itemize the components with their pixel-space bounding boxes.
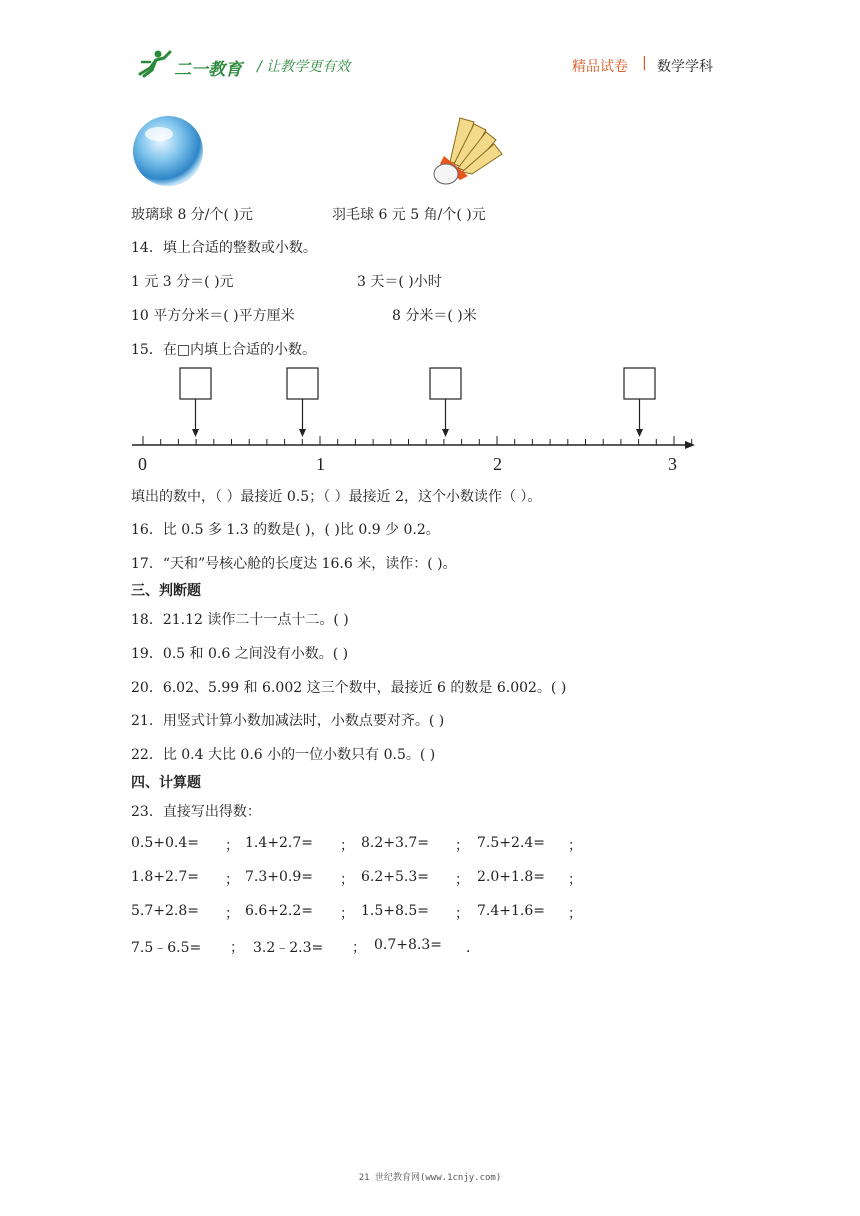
calc-sep: ； xyxy=(568,838,582,854)
runner-logo-icon xyxy=(136,48,178,78)
q14-item-b: 3 天＝( )小时 xyxy=(357,274,442,290)
q15-title: 15．在□内填上合适的小数。 xyxy=(131,342,317,358)
q14-title: 14．填上合适的整数或小数。 xyxy=(131,240,317,256)
q13-glass-label: 玻璃球 8 分/个( )元 xyxy=(131,207,253,223)
q14-item-d: 8 分米＝( )米 xyxy=(392,308,477,324)
answer-box-3 xyxy=(430,368,461,399)
calc-sep: ； xyxy=(230,940,244,956)
tick-label-1: 1 xyxy=(316,454,325,474)
calc-sep: ； xyxy=(455,872,469,888)
q13-shuttle-label: 羽毛球 6 元 5 角/个( )元 xyxy=(332,207,486,223)
calc-item: 0.5+0.4= xyxy=(131,835,199,851)
calc-sep: ； xyxy=(568,872,582,888)
header-label-exam: 精品试卷 xyxy=(572,59,628,75)
q17: 17．“天和”号核心舱的长度达 16.6 米，读作：( )。 xyxy=(131,556,457,572)
calc-sep: ； xyxy=(340,872,354,888)
calc-item: 8.2+3.7= xyxy=(361,835,429,851)
logo-text: 二一教育 xyxy=(174,60,242,80)
header-label-subject: 数学学科 xyxy=(657,59,713,75)
header-separator: | xyxy=(642,55,647,71)
q14-item-c: 10 平方分米＝( )平方厘米 xyxy=(131,308,295,324)
tick-label-2: 2 xyxy=(493,454,502,474)
header xyxy=(0,0,860,90)
section-4-title: 四、计算题 xyxy=(131,775,201,791)
calc-sep: ； xyxy=(352,940,366,956)
calc-sep: ； xyxy=(568,906,582,922)
answer-box-4 xyxy=(624,368,655,399)
number-line-diagram xyxy=(125,362,705,477)
calc-item: 1.5+8.5= xyxy=(361,903,429,919)
q21: 21．用竖式计算小数加减法时，小数点要对齐。( ) xyxy=(131,713,445,729)
q22: 22．比 0.4 大比 0.6 小的一位小数只有 0.5。( ) xyxy=(131,747,436,763)
answer-box-1 xyxy=(180,368,211,399)
section-3-title: 三、判断题 xyxy=(131,583,201,599)
calc-item: 2.0+1.8= xyxy=(477,869,545,885)
q16: 16．比 0.5 多 1.3 的数是( )，( )比 0.9 少 0.2。 xyxy=(131,522,440,538)
shuttlecock-image xyxy=(430,112,510,187)
calc-item: 6.6+2.2= xyxy=(245,903,313,919)
q23-title: 23．直接写出得数： xyxy=(131,804,261,820)
tick-label-0: 0 xyxy=(138,454,147,474)
calc-item: 7.5+2.4= xyxy=(477,835,545,851)
calc-sep: ； xyxy=(340,906,354,922)
calc-item: 0.7+8.3= xyxy=(374,937,442,953)
q20: 20．6.02、5.99 和 6.002 这三个数中，最接近 6 的数是 6.002。( ) xyxy=(131,680,567,696)
calc-item: 7.4+1.6= xyxy=(477,903,545,919)
calc-item: 7.3+0.9= xyxy=(245,869,313,885)
calc-item: 5.7+2.8= xyxy=(131,903,199,919)
tick-label-3: 3 xyxy=(668,454,677,474)
calc-sep: ； xyxy=(340,838,354,854)
q15-text: 填出的数中，（ ）最接近 0.5；（ ）最接近 2，这个小数读作（ ）。 xyxy=(131,489,542,505)
calc-item: 7.5﹣6.5= xyxy=(131,940,202,956)
calc-item: 6.2+5.3= xyxy=(361,869,429,885)
calc-sep: ； xyxy=(225,838,239,854)
calc-sep: ． xyxy=(466,940,480,956)
calc-sep: ； xyxy=(225,872,239,888)
calc-sep: ； xyxy=(225,906,239,922)
calc-item: 1.4+2.7= xyxy=(245,835,313,851)
answer-box-2 xyxy=(287,368,318,399)
calc-item: 3.2﹣2.3= xyxy=(253,940,324,956)
calc-sep: ； xyxy=(455,906,469,922)
calc-sep: ； xyxy=(455,838,469,854)
calc-item: 1.8+2.7= xyxy=(131,869,199,885)
q19: 19．0.5 和 0.6 之间没有小数。( ) xyxy=(131,646,349,662)
glass-ball-image xyxy=(131,114,205,188)
footer-text: 21 世纪教育网(www.1cnjy.com) xyxy=(358,1173,502,1183)
q18: 18．21.12 读作二十一点十二。( ) xyxy=(131,612,349,628)
slogan: / 让教学更有效 xyxy=(257,59,351,75)
q14-item-a: 1 元 3 分＝( )元 xyxy=(131,274,234,290)
